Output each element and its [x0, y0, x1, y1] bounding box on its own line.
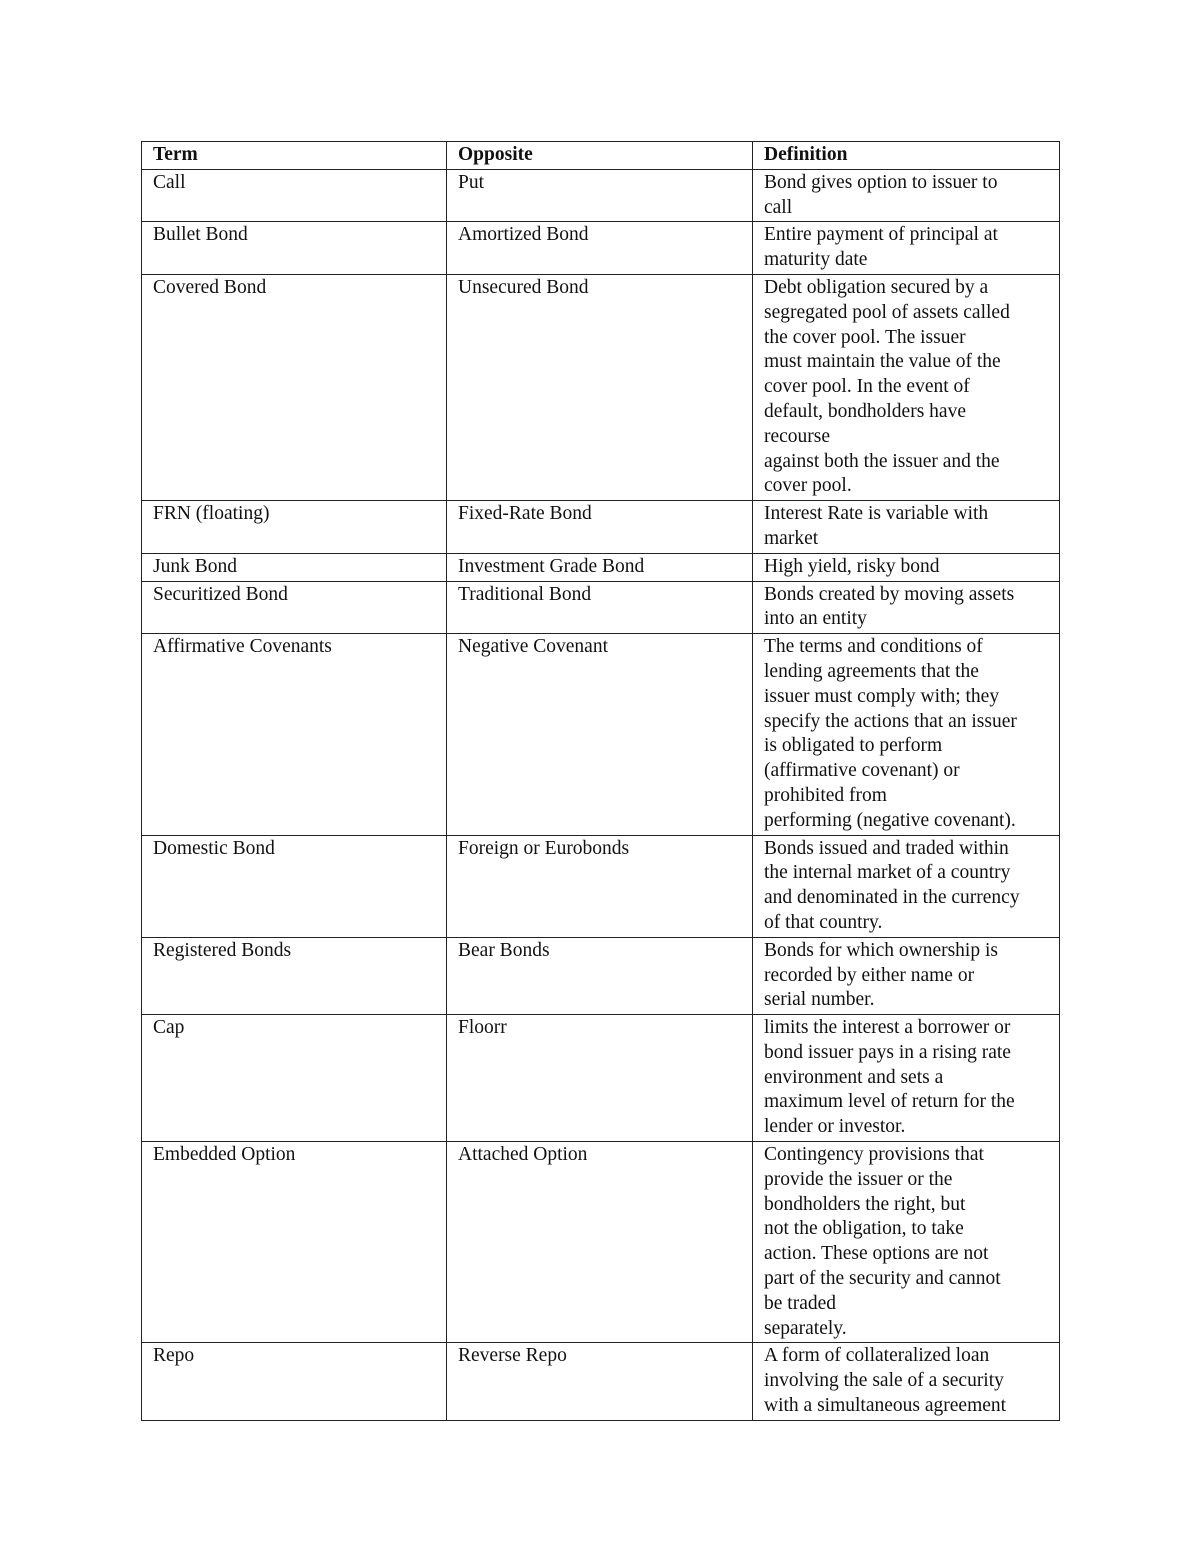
definition-line: Interest Rate is variable with	[764, 503, 989, 525]
cell-opposite: Negative Covenant	[447, 634, 753, 835]
cell-definition	[753, 1142, 1060, 1343]
definition-line: action. These options are not	[764, 1243, 989, 1265]
definition-line: against both the issuer and the	[764, 450, 1000, 472]
definition-line: Bonds issued and traded within	[764, 837, 1009, 859]
definition-line: High yield, risky bond	[764, 555, 940, 577]
cell-definition	[753, 274, 1060, 500]
cell-opposite: Put	[447, 169, 753, 222]
cell-definition	[753, 222, 1060, 275]
table-row	[142, 501, 1060, 554]
definition-line: bondholders the right, but	[764, 1193, 966, 1215]
definition-line: with a simultaneous agreement	[764, 1395, 1007, 1417]
cell-opposite: Traditional Bond	[447, 581, 753, 634]
definition-line: A form of collateralized loan	[764, 1345, 990, 1367]
definition-line: maximum level of return for the	[764, 1091, 1015, 1113]
definition-line: serial number.	[764, 989, 875, 1011]
cell-term: Registered Bonds	[142, 937, 447, 1014]
definition-line: Bonds created by moving assets	[764, 583, 1015, 605]
cell-term: Cap	[142, 1015, 447, 1142]
definition-line: performing (negative covenant).	[764, 809, 1016, 831]
definition-line: default, bondholders have	[764, 400, 966, 422]
definition-line: bond issuer pays in a rising rate	[764, 1041, 1011, 1063]
cell-term: Call	[142, 169, 447, 222]
bond-terms-table	[141, 141, 1060, 1421]
cell-opposite: Fixed-Rate Bond	[447, 501, 753, 554]
definition-line: Debt obligation secured by a	[764, 276, 989, 298]
definition-line: of that country.	[764, 911, 883, 933]
cell-term: Bullet Bond	[142, 222, 447, 275]
definition-line: segregated pool of assets called	[764, 301, 1010, 323]
definition-line: cover pool. In the event of	[764, 376, 970, 398]
definition-line: Contingency provisions that	[764, 1144, 984, 1166]
definition-line: lender or investor.	[764, 1116, 906, 1138]
table-row	[142, 1015, 1060, 1142]
definition-line: Bond gives option to issuer to	[764, 171, 998, 193]
cell-term: Junk Bond	[142, 553, 447, 581]
cell-opposite: Amortized Bond	[447, 222, 753, 275]
cell-definition	[753, 581, 1060, 634]
cell-opposite: Attached Option	[447, 1142, 753, 1343]
cell-opposite: Reverse Repo	[447, 1343, 753, 1420]
definition-line: limits the interest a borrower or	[764, 1017, 1011, 1039]
cell-term: Covered Bond	[142, 274, 447, 500]
definition-line: (affirmative covenant) or	[764, 760, 960, 782]
definition-line: cover pool.	[764, 475, 852, 497]
definition-line: Entire payment of principal at	[764, 224, 998, 246]
definition-line: Bonds for which ownership is	[764, 939, 998, 961]
cell-term: Securitized Bond	[142, 581, 447, 634]
definition-line: part of the security and cannot	[764, 1268, 1001, 1290]
cell-definition	[753, 937, 1060, 1014]
definition-line: into an entity	[764, 608, 867, 630]
table-header-row	[142, 142, 1060, 170]
definition-line: separately.	[764, 1317, 847, 1339]
definition-line: specify the actions that an issuer	[764, 710, 1017, 732]
cell-term: FRN (floating)	[142, 501, 447, 554]
table-row	[142, 1142, 1060, 1343]
table-row	[142, 634, 1060, 835]
definition-line: call	[764, 196, 793, 218]
definition-line: the internal market of a country	[764, 862, 1011, 884]
table-row	[142, 553, 1060, 581]
definition-line: lending agreements that the	[764, 660, 979, 682]
cell-definition	[753, 634, 1060, 835]
definition-line: must maintain the value of the	[764, 351, 1001, 373]
cell-definition	[753, 169, 1060, 222]
definition-line: environment and sets a	[764, 1066, 944, 1088]
cell-opposite: Floorr	[447, 1015, 753, 1142]
cell-definition	[753, 1343, 1060, 1420]
definition-line: and denominated in the currency	[764, 887, 1020, 909]
definition-line: provide the issuer or the	[764, 1168, 953, 1190]
cell-opposite: Bear Bonds	[447, 937, 753, 1014]
cell-opposite: Foreign or Eurobonds	[447, 835, 753, 937]
definition-line: maturity date	[764, 249, 868, 271]
definition-line: recorded by either name or	[764, 964, 975, 986]
cell-term: Affirmative Covenants	[142, 634, 447, 835]
table-row	[142, 222, 1060, 275]
cell-opposite: Unsecured Bond	[447, 274, 753, 500]
cell-definition	[753, 835, 1060, 937]
definition-line: is obligated to perform	[764, 735, 943, 757]
cell-term: Repo	[142, 1343, 447, 1420]
cell-definition	[753, 501, 1060, 554]
definition-line: not the obligation, to take	[764, 1218, 964, 1240]
table-row	[142, 274, 1060, 500]
cell-definition	[753, 553, 1060, 581]
definition-line: issuer must comply with; they	[764, 685, 1000, 707]
cell-opposite: Investment Grade Bond	[447, 553, 753, 581]
definition-line: prohibited from	[764, 784, 887, 806]
header-opposite: Opposite	[447, 142, 753, 170]
definition-line: The terms and conditions of	[764, 636, 983, 658]
header-term: Term	[142, 142, 447, 170]
cell-term: Embedded Option	[142, 1142, 447, 1343]
cell-term: Domestic Bond	[142, 835, 447, 937]
table-row	[142, 1343, 1060, 1420]
definition-line: involving the sale of a security	[764, 1370, 1004, 1392]
definition-line: the cover pool. The issuer	[764, 326, 966, 348]
definition-line: recourse	[764, 425, 831, 447]
definition-line: be traded	[764, 1292, 837, 1314]
cell-definition	[753, 1015, 1060, 1142]
header-definition: Definition	[753, 142, 1060, 170]
table-body	[142, 169, 1060, 1420]
table-row	[142, 937, 1060, 1014]
table-row	[142, 169, 1060, 222]
definition-line: market	[764, 527, 819, 549]
table-row	[142, 835, 1060, 937]
table-row	[142, 581, 1060, 634]
